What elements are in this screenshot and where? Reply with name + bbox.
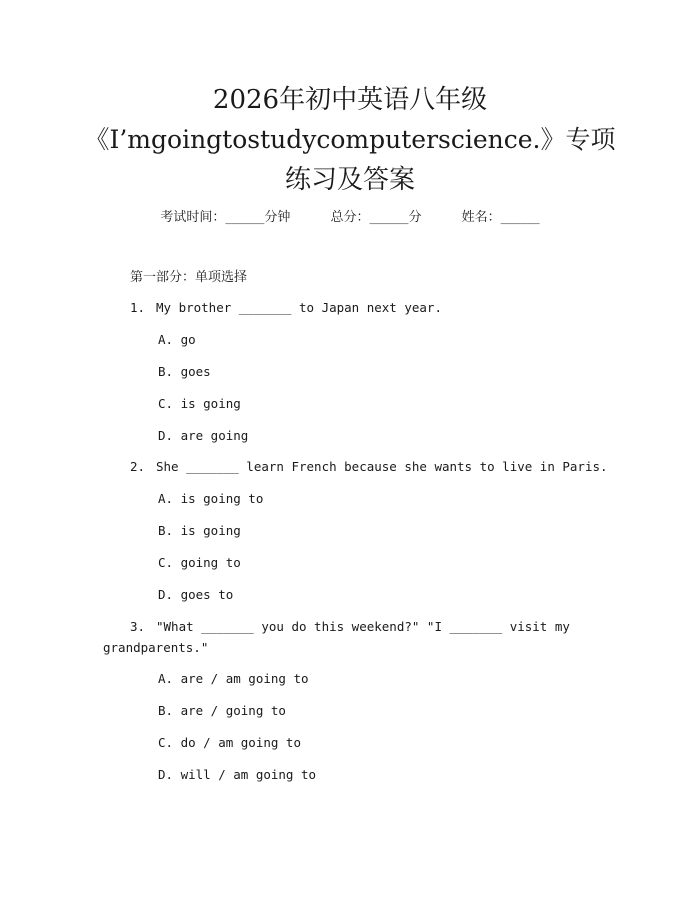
question-1-option-a: A. go xyxy=(158,332,196,347)
question-1-option-b: B. goes xyxy=(158,364,211,379)
question-number: 2. xyxy=(130,459,146,474)
question-3 xyxy=(130,619,570,634)
question-2 xyxy=(130,459,608,474)
question-1-option-c: C. is going xyxy=(158,396,241,411)
question-3-option-d: D. will / am going to xyxy=(158,767,317,782)
question-text-line-1: "What _______ you do this weekend?" "I _______ visit my xyxy=(156,619,570,634)
question-number: 3. xyxy=(130,619,146,634)
question-3-continuation: grandparents." xyxy=(103,640,209,655)
total-score-field: 总分：______分 xyxy=(330,210,422,225)
section-title: 第一部分：单项选择 xyxy=(130,270,248,285)
question-1-option-d: D. are going xyxy=(158,428,249,443)
document-title-line-3: 练习及答案 xyxy=(284,165,415,195)
question-1 xyxy=(130,300,442,315)
question-text: She _______ learn French because she wants to live in Paris. xyxy=(156,459,608,474)
question-2-option-a: A. is going to xyxy=(158,491,264,506)
question-2-option-d: D. goes to xyxy=(158,587,234,602)
question-number: 1. xyxy=(130,300,146,315)
question-3-option-c: C. do / am going to xyxy=(158,735,301,750)
exam-info-bar xyxy=(0,206,700,225)
question-2-option-c: C. going to xyxy=(158,555,241,570)
question-3-option-b: B. are / going to xyxy=(158,703,286,718)
exam-time-field: 考试时间：______分钟 xyxy=(160,210,291,225)
question-text: My brother _______ to Japan next year. xyxy=(156,300,442,315)
student-name-field: 姓名：______ xyxy=(461,210,540,225)
document-title-line-1: 2026年初中英语八年级 xyxy=(212,85,488,115)
document-title-line-2: 《I’mgoingtostudycomputerscience.》专项 xyxy=(84,125,616,154)
question-2-option-b: B. is going xyxy=(158,523,241,538)
question-3-option-a: A. are / am going to xyxy=(158,671,309,686)
